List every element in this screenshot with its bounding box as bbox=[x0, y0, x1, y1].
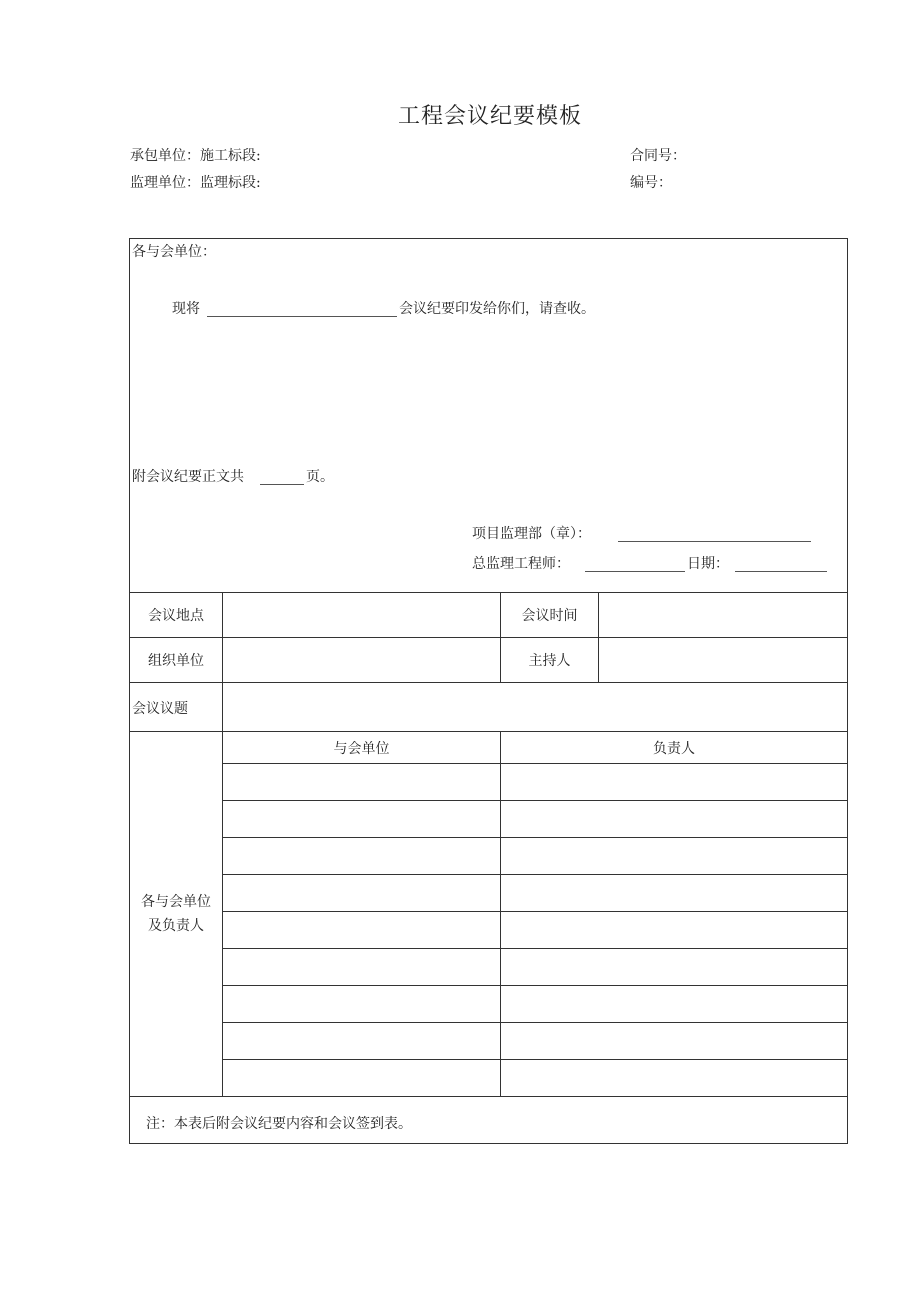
meeting-place-field[interactable] bbox=[223, 593, 500, 637]
notice-suffix: 会议纪要印发给你们，请查收。 bbox=[399, 301, 595, 317]
date-label: 日期： bbox=[687, 556, 729, 572]
meeting-place-label: 会议地点 bbox=[148, 608, 204, 624]
chief-engineer-label: 总监理工程师： bbox=[472, 556, 570, 572]
column-header-unit: 与会单位 bbox=[333, 740, 390, 757]
divider bbox=[223, 911, 847, 912]
meeting-name-field[interactable] bbox=[207, 316, 397, 317]
organizer-label: 组织单位 bbox=[148, 653, 204, 669]
contract-number-label: 合同号： bbox=[630, 148, 686, 164]
divider bbox=[223, 874, 847, 875]
divider bbox=[223, 985, 847, 986]
supervision-dept-seal-field[interactable] bbox=[618, 541, 811, 542]
contractor-label: 承包单位：施工标段: bbox=[130, 148, 261, 164]
divider bbox=[500, 731, 501, 1096]
page-title: 工程会议纪要模板 bbox=[397, 104, 582, 129]
divider bbox=[130, 1096, 847, 1097]
date-field[interactable] bbox=[735, 571, 827, 572]
participants-label-line-2: 及负责人 bbox=[148, 918, 204, 934]
divider bbox=[223, 1022, 847, 1023]
divider bbox=[223, 1059, 847, 1060]
footnote: 注：本表后附会议纪要内容和会议签到表。 bbox=[146, 1116, 412, 1132]
page-count-field[interactable] bbox=[260, 484, 304, 485]
column-header-person: 负责人 bbox=[653, 740, 695, 757]
meeting-time-field[interactable] bbox=[599, 593, 847, 637]
participants-label-line-1: 各与会单位 bbox=[141, 894, 211, 910]
divider bbox=[223, 800, 847, 801]
supervision-dept-label: 项目监理部（章）： bbox=[472, 526, 591, 542]
attachment-suffix: 页。 bbox=[306, 469, 334, 485]
meeting-topic-field[interactable] bbox=[223, 683, 847, 731]
attachment-prefix: 附会议纪要正文共 bbox=[132, 469, 244, 485]
participants-label bbox=[130, 732, 222, 1096]
notice-prefix: 现将 bbox=[172, 301, 200, 317]
host-field[interactable] bbox=[599, 638, 847, 682]
meeting-time-label: 会议时间 bbox=[521, 608, 578, 624]
divider bbox=[223, 763, 847, 764]
serial-number-label: 编号： bbox=[630, 175, 672, 191]
divider bbox=[223, 837, 847, 838]
meeting-topic-label: 会议议题 bbox=[132, 701, 188, 717]
divider bbox=[223, 948, 847, 949]
supervisor-label: 监理单位：监理标段: bbox=[130, 175, 261, 191]
host-label: 主持人 bbox=[528, 653, 571, 669]
chief-engineer-field[interactable] bbox=[585, 571, 685, 572]
addressee-label: 各与会单位： bbox=[132, 244, 216, 260]
organizer-field[interactable] bbox=[223, 638, 500, 682]
meeting-form bbox=[129, 238, 848, 1144]
